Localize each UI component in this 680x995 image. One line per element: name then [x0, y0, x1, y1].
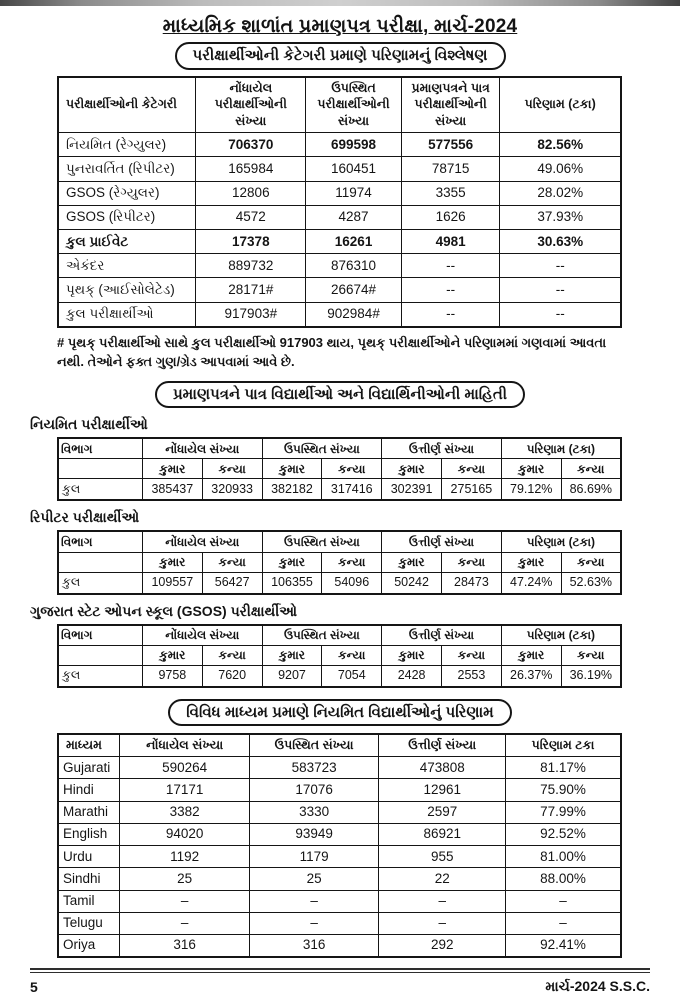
table-cell: 11974 [306, 181, 402, 205]
table-cell: 25 [249, 868, 378, 890]
table-cell: -- [401, 254, 500, 278]
table-cell: -- [500, 278, 621, 302]
column-subheader: કન્યા [202, 552, 262, 572]
table-cell: Tamil [58, 890, 120, 912]
table-cell: – [379, 912, 506, 934]
table-cell: કુલ [58, 479, 142, 500]
table-cell: 320933 [202, 479, 262, 500]
column-subheader: કન્યા [442, 645, 502, 665]
table-cell: 4572 [196, 205, 306, 229]
table-cell: 382182 [262, 479, 322, 500]
table-cell: 28.02% [500, 181, 621, 205]
column-subheader: કન્યા [561, 459, 621, 479]
table-cell: -- [401, 302, 500, 327]
table-cell: -- [500, 302, 621, 327]
table-cell: 86.69% [561, 479, 621, 500]
table-cell: 1626 [401, 205, 500, 229]
empty-cell [58, 552, 142, 572]
column-subheader: કન્યા [322, 552, 382, 572]
column-subheader: કુમાર [382, 645, 442, 665]
table-cell: – [120, 912, 249, 934]
table-cell: 160451 [306, 157, 402, 181]
column-header: નોંધાયેલ સંખ્યા [120, 734, 249, 756]
table-header-row [58, 625, 621, 646]
table-cell: 2597 [379, 801, 506, 823]
table-row [58, 479, 621, 500]
category-section-heading-wrap [30, 42, 650, 70]
table-cell: -- [500, 254, 621, 278]
table-cell: 77.99% [506, 801, 621, 823]
column-header: વિભાગ [58, 438, 142, 459]
table-cell: 81.00% [506, 846, 621, 868]
table-cell: 9207 [262, 665, 322, 686]
medium-section-heading-wrap [30, 699, 650, 727]
column-header: નોંધાયેલ પરીક્ષાર્થીઓની સંખ્યા [196, 77, 306, 133]
table-cell: 317416 [322, 479, 382, 500]
regular-students-label: નિયમિત પરીક્ષાર્થીઓ [30, 416, 148, 433]
repeater-students-table [57, 530, 622, 594]
column-header: પ્રમાણપત્રને પાત્ર પરીક્ષાર્થીઓની સંખ્યા [401, 77, 500, 133]
table-header-row [58, 531, 621, 552]
column-subheader: કુમાર [262, 645, 322, 665]
column-subheader: કુમાર [382, 459, 442, 479]
table-cell: 54096 [322, 572, 382, 593]
column-subheader: કન્યા [322, 645, 382, 665]
table-row [58, 890, 621, 912]
table-cell: 2553 [442, 665, 502, 686]
table-cell: 292 [379, 934, 506, 957]
column-header: નોંધાયેલ સંખ્યા [142, 438, 262, 459]
table-header-row [58, 734, 621, 756]
table-row [58, 230, 621, 254]
table-cell: 4287 [306, 205, 402, 229]
table-cell: 955 [379, 846, 506, 868]
table-cell: 577556 [401, 133, 500, 157]
table-cell: GSOS (રેગ્યુલર) [58, 181, 196, 205]
category-section-heading: પરીક્ષાર્થીઓની કેટેગરી પ્રમાણે પરિણામનું વિશ્લેષણ [175, 42, 506, 70]
table-cell: – [120, 890, 249, 912]
table-cell: 25 [120, 868, 249, 890]
table-row [58, 868, 621, 890]
column-subheader: કન્યા [442, 459, 502, 479]
medium-section-heading: વિવિધ માધ્યમ પ્રમાણે નિયમિત વિદ્યાર્થીઓનું પરિણામ [168, 699, 512, 727]
table-subheader-row [58, 552, 621, 572]
column-subheader: કન્યા [561, 645, 621, 665]
table-cell: 3382 [120, 801, 249, 823]
repeater-students-label: રિપીટર પરીક્ષાર્થીઓ [30, 509, 140, 526]
table-cell: 385437 [142, 479, 202, 500]
table-cell: 889732 [196, 254, 306, 278]
column-header: પરિણામ ટકા [506, 734, 621, 756]
table-cell: – [506, 890, 621, 912]
table-cell: પુનરાવર્તિત (રિપીટર) [58, 157, 196, 181]
table-row [58, 779, 621, 801]
table-cell: 876310 [306, 254, 402, 278]
table-cell: 86921 [379, 823, 506, 845]
table-cell: કુલ પ્રાઈવેટ [58, 230, 196, 254]
table-cell: Gujarati [58, 757, 120, 779]
empty-cell [58, 645, 142, 665]
table-cell: 92.41% [506, 934, 621, 957]
table-cell: 165984 [196, 157, 306, 181]
table-cell: – [249, 912, 378, 934]
table-row [58, 801, 621, 823]
table-cell: 17378 [196, 230, 306, 254]
column-subheader: કન્યા [202, 459, 262, 479]
column-subheader: કુમાર [142, 645, 202, 665]
table-cell: 302391 [382, 479, 442, 500]
table-row [58, 133, 621, 157]
column-header: ઉપસ્થિત સંખ્યા [262, 625, 382, 646]
table-cell: 28171# [196, 278, 306, 302]
column-header: પરિણામ (ટકા) [501, 531, 621, 552]
table-cell: 36.19% [561, 665, 621, 686]
table-cell: એકંદર [58, 254, 196, 278]
table-cell: – [506, 912, 621, 934]
table-cell: 79.12% [501, 479, 561, 500]
table-cell: 12961 [379, 779, 506, 801]
table-cell: 2428 [382, 665, 442, 686]
table-row [58, 757, 621, 779]
table-cell: 56427 [202, 572, 262, 593]
table-cell: 82.56% [500, 133, 621, 157]
table-cell: 75.90% [506, 779, 621, 801]
table-cell: English [58, 823, 120, 845]
table-cell: 17171 [120, 779, 249, 801]
table-cell: 706370 [196, 133, 306, 157]
column-header: ઉપસ્થિત સંખ્યા [249, 734, 378, 756]
column-header: માધ્યમ [58, 734, 120, 756]
table-cell: 49.06% [500, 157, 621, 181]
table-cell: કુલ [58, 665, 142, 686]
gender-section-heading: પ્રમાણપત્રને પાત્ર વિદ્યાર્થીઓ અને વિદ્યાર્થિનીઓની માહિતી [155, 381, 525, 409]
table-row [58, 181, 621, 205]
footer-page-number: 5 [30, 978, 38, 995]
column-subheader: કુમાર [142, 552, 202, 572]
table-cell: 4981 [401, 230, 500, 254]
column-header: ઉત્તીર્ણ સંખ્યા [382, 531, 502, 552]
column-header: નોંધાયેલ સંખ્યા [142, 531, 262, 552]
table-cell: Hindi [58, 779, 120, 801]
page-title: માધ્યમિક શાળાંત પ્રમાણપત્ર પરીક્ષા, માર્ચ-2024 [162, 16, 518, 37]
column-header: પરીક્ષાર્થીઓની કેટેગરી [58, 77, 196, 133]
table-header-row [58, 77, 621, 133]
table-row [58, 302, 621, 327]
table-cell: 583723 [249, 757, 378, 779]
table-cell: 316 [249, 934, 378, 957]
table-cell: 109557 [142, 572, 202, 593]
table-cell: 28473 [442, 572, 502, 593]
table-cell: 92.52% [506, 823, 621, 845]
table-cell: નિયમિત (રેગ્યુલર) [58, 133, 196, 157]
table-cell: 17076 [249, 779, 378, 801]
table-cell: 9758 [142, 665, 202, 686]
table-cell: – [379, 890, 506, 912]
table-cell: 88.00% [506, 868, 621, 890]
empty-cell [58, 459, 142, 479]
gsos-students-label: ગુજરાત સ્ટેટ ઓપન સ્કૂલ (GSOS) પરીક્ષાર્થીઓ [30, 602, 298, 619]
table-cell: 1192 [120, 846, 249, 868]
table-cell: Marathi [58, 801, 120, 823]
table-row [58, 572, 621, 593]
table-row [58, 665, 621, 686]
table-cell: પૃથક્ (આઈસોલેટેડ) [58, 278, 196, 302]
table-cell: Oriya [58, 934, 120, 957]
table-cell: 22 [379, 868, 506, 890]
footnote: # પૃથક્ પરીક્ષાર્થીઓ સાથે કુલ પરીક્ષાર્થીઓ 917903 થાય, પૃથક્ પરીક્ષાર્થીઓને પરિણામમાં ગણવામાં આવતા નથી. તેઓને ફક્ત ગુણ/ગ્રેડ આપવામાં આવે છે. [57, 334, 607, 369]
table-subheader-row [58, 459, 621, 479]
table-cell: 16261 [306, 230, 402, 254]
gender-section-heading-wrap [30, 381, 650, 409]
table-cell: કુલ [58, 572, 142, 593]
medium-results-table [57, 733, 622, 958]
column-subheader: કુમાર [142, 459, 202, 479]
table-cell: 316 [120, 934, 249, 957]
table-cell: 52.63% [561, 572, 621, 593]
column-header: ઉપસ્થિત પરીક્ષાર્થીઓની સંખ્યા [306, 77, 402, 133]
table-row [58, 205, 621, 229]
table-row [58, 254, 621, 278]
table-cell: 590264 [120, 757, 249, 779]
column-subheader: કન્યા [202, 645, 262, 665]
column-header: પરિણામ (ટકા) [501, 438, 621, 459]
table-cell: 902984# [306, 302, 402, 327]
table-cell: 93949 [249, 823, 378, 845]
table-cell: 3330 [249, 801, 378, 823]
column-header: ઉત્તીર્ણ સંખ્યા [382, 625, 502, 646]
table-cell: Sindhi [58, 868, 120, 890]
table-cell: Urdu [58, 846, 120, 868]
table-row [58, 823, 621, 845]
column-header: વિભાગ [58, 625, 142, 646]
table-row [58, 934, 621, 957]
table-row [58, 157, 621, 181]
regular-students-table [57, 437, 622, 501]
column-subheader: કન્યા [322, 459, 382, 479]
document-page [0, 6, 680, 995]
column-header: પરિણામ (ટકા) [500, 77, 621, 133]
column-subheader: કુમાર [501, 459, 561, 479]
column-subheader: કુમાર [262, 459, 322, 479]
column-subheader: કુમાર [501, 552, 561, 572]
table-cell: Telugu [58, 912, 120, 934]
table-cell: 917903# [196, 302, 306, 327]
table-cell: GSOS (રિપીટર) [58, 205, 196, 229]
column-header: ઉત્તીર્ણ સંખ્યા [379, 734, 506, 756]
table-header-row [58, 438, 621, 459]
column-subheader: કુમાર [382, 552, 442, 572]
table-row [58, 278, 621, 302]
table-cell: 30.63% [500, 230, 621, 254]
table-cell: 26.37% [501, 665, 561, 686]
column-subheader: કુમાર [501, 645, 561, 665]
table-cell: 94020 [120, 823, 249, 845]
column-subheader: કન્યા [442, 552, 502, 572]
table-cell: કુલ પરીક્ષાર્થીઓ [58, 302, 196, 327]
table-cell: -- [401, 278, 500, 302]
table-cell: 50242 [382, 572, 442, 593]
column-header: નોંધાયેલ સંખ્યા [142, 625, 262, 646]
table-row [58, 912, 621, 934]
table-cell: 106355 [262, 572, 322, 593]
column-header: ઉપસ્થિત સંખ્યા [262, 438, 382, 459]
table-cell: 81.17% [506, 757, 621, 779]
column-subheader: કન્યા [561, 552, 621, 572]
table-cell: 37.93% [500, 205, 621, 229]
table-cell: 47.24% [501, 572, 561, 593]
page-footer [30, 978, 650, 995]
table-cell: 12806 [196, 181, 306, 205]
table-cell: 275165 [442, 479, 502, 500]
table-cell: 7620 [202, 665, 262, 686]
table-cell: 699598 [306, 133, 402, 157]
table-subheader-row [58, 645, 621, 665]
table-cell: 78715 [401, 157, 500, 181]
footer-exam-label: માર્ચ-2024 S.S.C. [545, 978, 650, 995]
table-cell: – [249, 890, 378, 912]
category-results-table [57, 76, 622, 328]
gsos-students-table [57, 624, 622, 688]
column-header: ઉત્તીર્ણ સંખ્યા [382, 438, 502, 459]
table-cell: 3355 [401, 181, 500, 205]
column-subheader: કુમાર [262, 552, 322, 572]
column-header: વિભાગ [58, 531, 142, 552]
table-cell: 473808 [379, 757, 506, 779]
table-cell: 7054 [322, 665, 382, 686]
column-header: પરિણામ (ટકા) [501, 625, 621, 646]
footer-divider [30, 968, 650, 973]
table-cell: 26674# [306, 278, 402, 302]
table-cell: 1179 [249, 846, 378, 868]
column-header: ઉપસ્થિત સંખ્યા [262, 531, 382, 552]
table-row [58, 846, 621, 868]
